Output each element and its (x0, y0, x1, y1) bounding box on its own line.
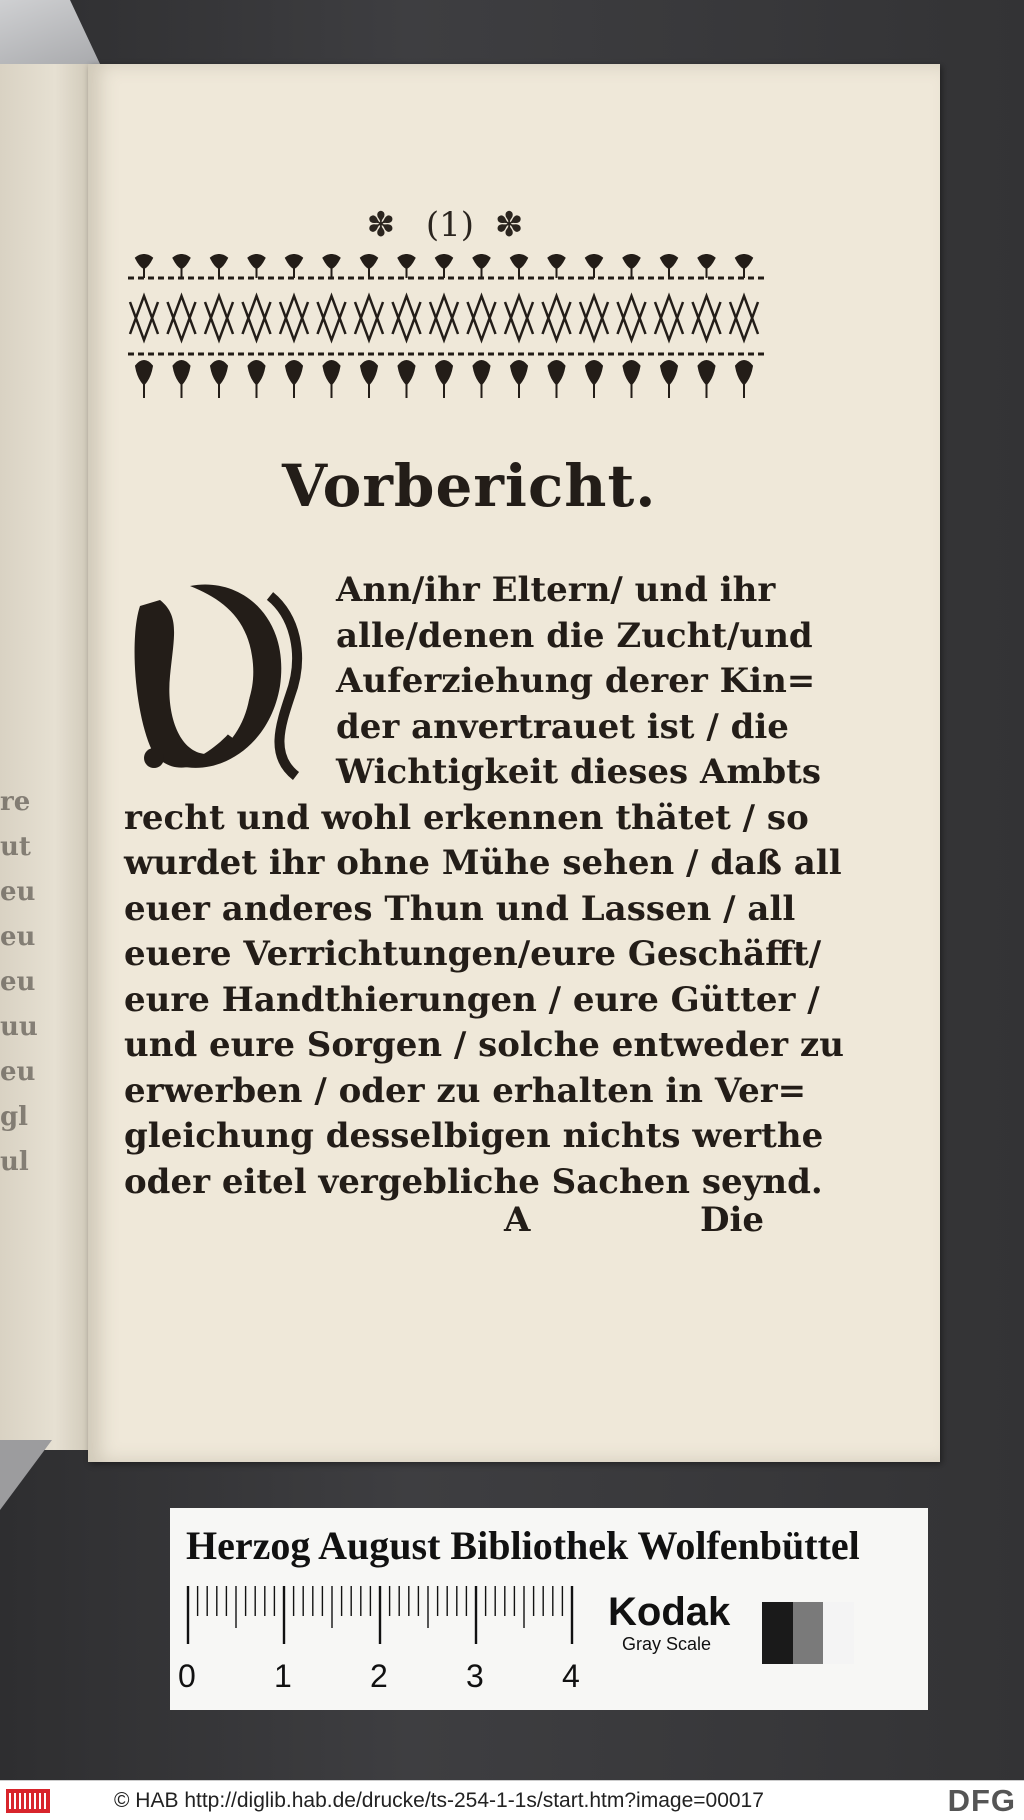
ornament-lattice (618, 296, 646, 340)
ornamental-border (128, 254, 768, 404)
text-line: eure Handthierungen / eure Gütter / (124, 979, 820, 1020)
dfg-logo: DFG (947, 1783, 1016, 1818)
catchword: Die (699, 1200, 764, 1240)
ornament-fleuron (399, 255, 415, 278)
bleed-through-text: ul (0, 1147, 29, 1177)
bleed-through-text: eu (0, 922, 36, 952)
ornament-lattice (505, 296, 533, 340)
ornament-lattice (580, 296, 608, 340)
body-text (124, 568, 844, 1205)
ruler-digit: 1 (274, 1658, 292, 1694)
ornament-fleuron (624, 255, 640, 278)
ornament-fleuron (549, 255, 565, 278)
ornament-lattice (430, 296, 458, 340)
ornament-fleuron (174, 255, 190, 278)
ornament-lattice (130, 296, 158, 340)
ornament-fleuron (436, 255, 452, 278)
brand-name: Kodak (608, 1590, 731, 1634)
ornament-fleuron (736, 361, 752, 398)
ornament-lattice (280, 296, 308, 340)
ornament-fleuron (361, 361, 377, 398)
brand-subtitle: Gray Scale (622, 1634, 712, 1654)
ruler-digit: 2 (370, 1658, 388, 1694)
ornament-fleuron (211, 255, 227, 278)
ornament-fleuron (586, 361, 602, 398)
ruler-digit: 0 (178, 1658, 196, 1694)
ornament-fleuron (361, 255, 377, 278)
text-line: wurdet ihr ohne Mühe sehen / daß all (124, 843, 842, 883)
ornament-fleuron (249, 361, 265, 398)
bleed-through-text: eu (0, 1057, 36, 1087)
ornament-lattice (655, 296, 683, 340)
ornament-fleuron (324, 361, 340, 398)
ruler-digit: 3 (466, 1658, 484, 1694)
ornament-fleuron (286, 255, 302, 278)
text-line: alle/denen die Zucht/und (336, 615, 813, 656)
ornament-lattice (318, 296, 346, 340)
flourish-right: ✽ (494, 205, 534, 245)
text-line: erwerben / oder zu erhalten in Ver= (124, 1070, 807, 1111)
text-line: oder eitel vergebliche Sachen seynd. (124, 1161, 823, 1202)
footer-bar (0, 1780, 1024, 1820)
ornament-fleuron (174, 361, 190, 398)
ornament-fleuron (474, 255, 490, 278)
ornament-lattice (543, 296, 571, 340)
reference-card (170, 1508, 928, 1710)
ornament-fleuron (699, 255, 715, 278)
ruler-digit: 4 (562, 1658, 580, 1694)
ornament-fleuron (511, 361, 527, 398)
ornament-fleuron (136, 255, 152, 278)
catch-row (124, 1200, 764, 1246)
gray-patch (762, 1602, 793, 1664)
ornament-fleuron (286, 361, 302, 398)
text-line: Ann/ihr Eltern/ und ihr (336, 570, 776, 610)
source-link[interactable]: © HAB http://diglib.hab.de/drucke/ts-254-1-1s/start.htm?image=00017 (114, 1789, 764, 1812)
ornament-fleuron (699, 361, 715, 398)
text-line: euer anderes Thun und Lassen / all (124, 888, 796, 929)
ornament-fleuron (624, 361, 640, 398)
text-line: und eure Sorgen / solche entweder zu (124, 1025, 844, 1065)
text-line: recht und wohl erkennen thätet / so (124, 797, 809, 838)
ornament-fleuron (549, 361, 565, 398)
page-title: Vorbericht. (282, 452, 657, 520)
previous-leaf (0, 64, 94, 1450)
bleed-through-text: ut (0, 832, 31, 862)
ornament-fleuron (211, 361, 227, 398)
page-number (330, 205, 570, 245)
ornament-fleuron (136, 361, 152, 398)
text-line: der anvertrauet ist / die (336, 706, 789, 747)
ornament-lattice (205, 296, 233, 340)
signature-mark: A (504, 1200, 531, 1240)
ornament-lattice (168, 296, 196, 340)
ornament-lattice (468, 296, 496, 340)
ornament-lattice (730, 296, 758, 340)
text-line: gleichung desselbigen nichts werthe (124, 1116, 824, 1156)
ornament-fleuron (399, 361, 415, 398)
ornament-fleuron (736, 255, 752, 278)
text-line: Wichtigkeit dieses Ambts (336, 752, 822, 792)
library-name: Herzog August Bibliothek Wolfenbüttel (186, 1523, 860, 1568)
text-line: euere Verrichtungen/eure Geschäfft/ (124, 934, 822, 974)
ornament-fleuron (661, 361, 677, 398)
ornament-fleuron (436, 361, 452, 398)
ornament-lattice (243, 296, 271, 340)
gray-patch (793, 1602, 824, 1664)
bleed-through-text: eu (0, 877, 36, 907)
ornament-lattice (355, 296, 383, 340)
ornament-fleuron (661, 255, 677, 278)
bleed-through-text: gl (0, 1102, 29, 1132)
ornament-fleuron (324, 255, 340, 278)
gray-patch (823, 1602, 854, 1664)
ornament-lattice (693, 296, 721, 340)
ornament-lattice (393, 296, 421, 340)
bleed-through-text: re (0, 787, 31, 817)
ornament-fleuron (474, 361, 490, 398)
ruler (180, 1586, 600, 1706)
ornament-fleuron (511, 255, 527, 278)
ornament-fleuron (249, 255, 265, 278)
page-number-text: (1) (425, 205, 475, 245)
text-line: Auferziehung derer Kin= (336, 661, 816, 701)
flourish-left: ✽ (366, 205, 406, 245)
bleed-through-text: eu (0, 967, 36, 997)
gray-scale-patches (762, 1602, 854, 1664)
bleed-through-text: uu (0, 1012, 38, 1042)
ornament-fleuron (586, 255, 602, 278)
hab-logo-icon (6, 1789, 50, 1813)
